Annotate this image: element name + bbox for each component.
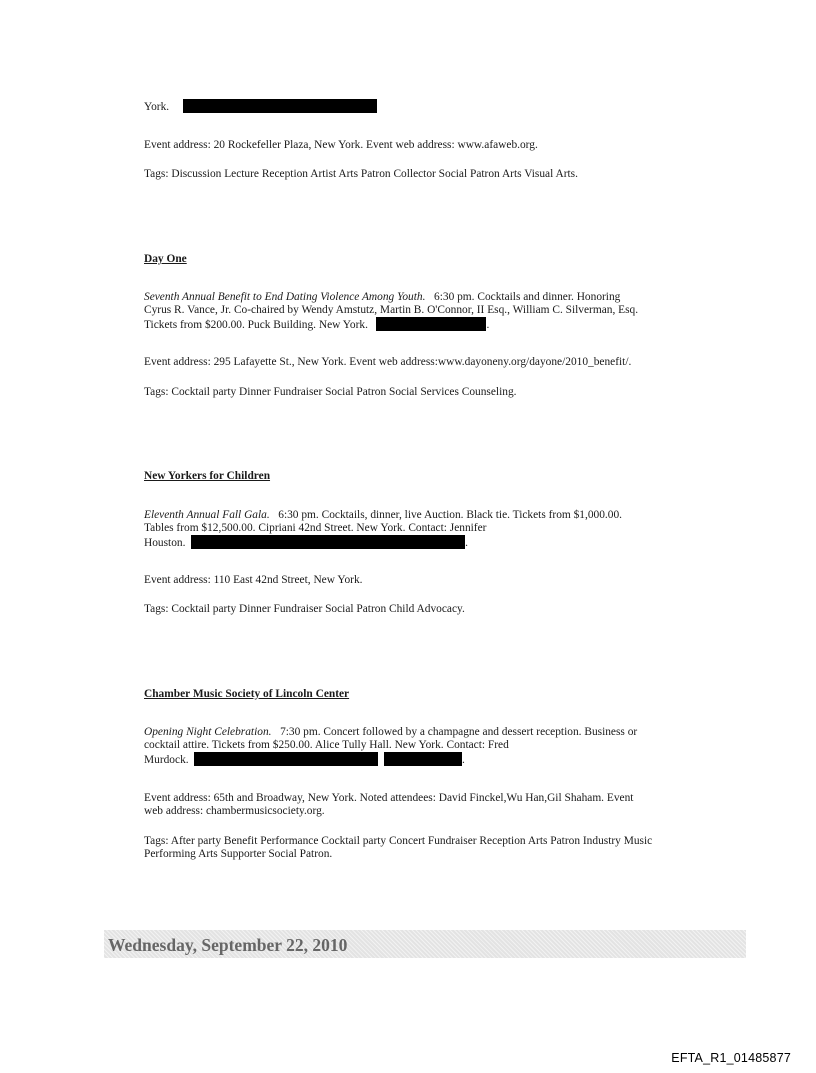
org-heading-day-one: Day One — [144, 253, 187, 265]
document-id: EFTA_R1_01485877 — [671, 1051, 791, 1065]
redaction-bar — [384, 752, 462, 766]
desc-line: Tickets from $200.00. Puck Building. New York. — [144, 319, 368, 331]
text-york: York. — [144, 101, 170, 113]
tags-line: Tags: After party Benefit Performance Cocktail party Concert Fundraiser Reception Arts Patron Industry Music — [144, 835, 653, 847]
event-title: Opening Night Celebration. — [144, 726, 272, 738]
top-york-line — [144, 99, 704, 114]
desc-line: 6:30 pm. Cocktails, dinner, live Auction. Black tie. Tickets from $1,000.00. — [278, 509, 623, 521]
date-header: Wednesday, September 22, 2010 — [108, 935, 348, 955]
event-tags — [144, 835, 704, 861]
desc-line: Cyrus R. Vance, Jr. Co-chaired by Wendy Amstutz, Martin B. O'Connor, II Esq., William C. Silverman, Esq. — [144, 304, 639, 316]
event-title: Eleventh Annual Fall Gala. — [144, 509, 270, 521]
event-tags: Tags: Discussion Lecture Reception Artist Arts Patron Collector Social Patron Arts Visual Arts. — [144, 168, 578, 180]
desc-line: Houston. — [144, 537, 186, 549]
tags-line: Performing Arts Supporter Social Patron. — [144, 848, 333, 860]
event-tags: Tags: Cocktail party Dinner Fundraiser Social Patron Social Services Counseling. — [144, 386, 517, 398]
desc-line: 6:30 pm. Cocktails and dinner. Honoring — [434, 291, 621, 303]
event-description: Seventh Annual Benefit to End Dating Violence Among Youth. 6:30 pm. Cocktails and dinner. Honoring Cyrus R. Vance, Jr. Co-chaired by Wendy Amstutz, Martin B. O'Connor, II Esq., William C. Silverman, Esq. Tickets from $200.00. Puck Building. New York. . — [144, 291, 704, 332]
desc-line: Murdock. — [144, 754, 189, 766]
event-address: Event address: 110 East 42nd Street, New York. — [144, 574, 363, 586]
desc-line: cocktail attire. Tickets from $250.00. Alice Tully Hall. New York. Contact: Fred — [144, 739, 509, 751]
event-address — [144, 792, 704, 818]
desc-line: Tables from $12,500.00. Cipriani 42nd Street. New York. Contact: Jennifer — [144, 522, 487, 534]
org-heading-cmslc: Chamber Music Society of Lincoln Center — [144, 688, 350, 700]
org-heading-nyfc: New Yorkers for Children — [144, 470, 271, 482]
event-tags: Tags: Cocktail party Dinner Fundraiser Social Patron Child Advocacy. — [144, 603, 465, 615]
event-description: Opening Night Celebration. 7:30 pm. Concert followed by a champagne and dessert reception. Business or cocktail attire. Tickets from $250.00. Alice Tully Hall. New York. Contact: Fred Murdock. . — [144, 726, 704, 767]
date-header-bar — [104, 930, 746, 958]
event-address: Event address: 295 Lafayette St., New York. Event web address:www.dayoneny.org/dayone/2010_benefit/. — [144, 356, 632, 368]
event-address: Event address: 20 Rockefeller Plaza, New York. Event web address: www.afaweb.org. — [144, 139, 538, 151]
desc-line: 7:30 pm. Concert followed by a champagne and dessert reception. Business or — [280, 726, 638, 738]
redaction-bar — [376, 317, 486, 331]
redaction-bar — [194, 752, 378, 766]
redaction-bar — [183, 99, 377, 113]
address-line: Event address: 65th and Broadway, New York. Noted attendees: David Finckel,Wu Han,Gil Shaham. Event — [144, 792, 634, 804]
redaction-bar — [191, 535, 465, 549]
address-line: web address: chambermusicsociety.org. — [144, 805, 325, 817]
event-description: Eleventh Annual Fall Gala. 6:30 pm. Cocktails, dinner, live Auction. Black tie. Tickets from $1,000.00. Tables from $12,500.00. Cipriani 42nd Street. New York. Contact: Jennifer Houston. . — [144, 509, 704, 550]
event-title: Seventh Annual Benefit to End Dating Violence Among Youth. — [144, 291, 426, 303]
